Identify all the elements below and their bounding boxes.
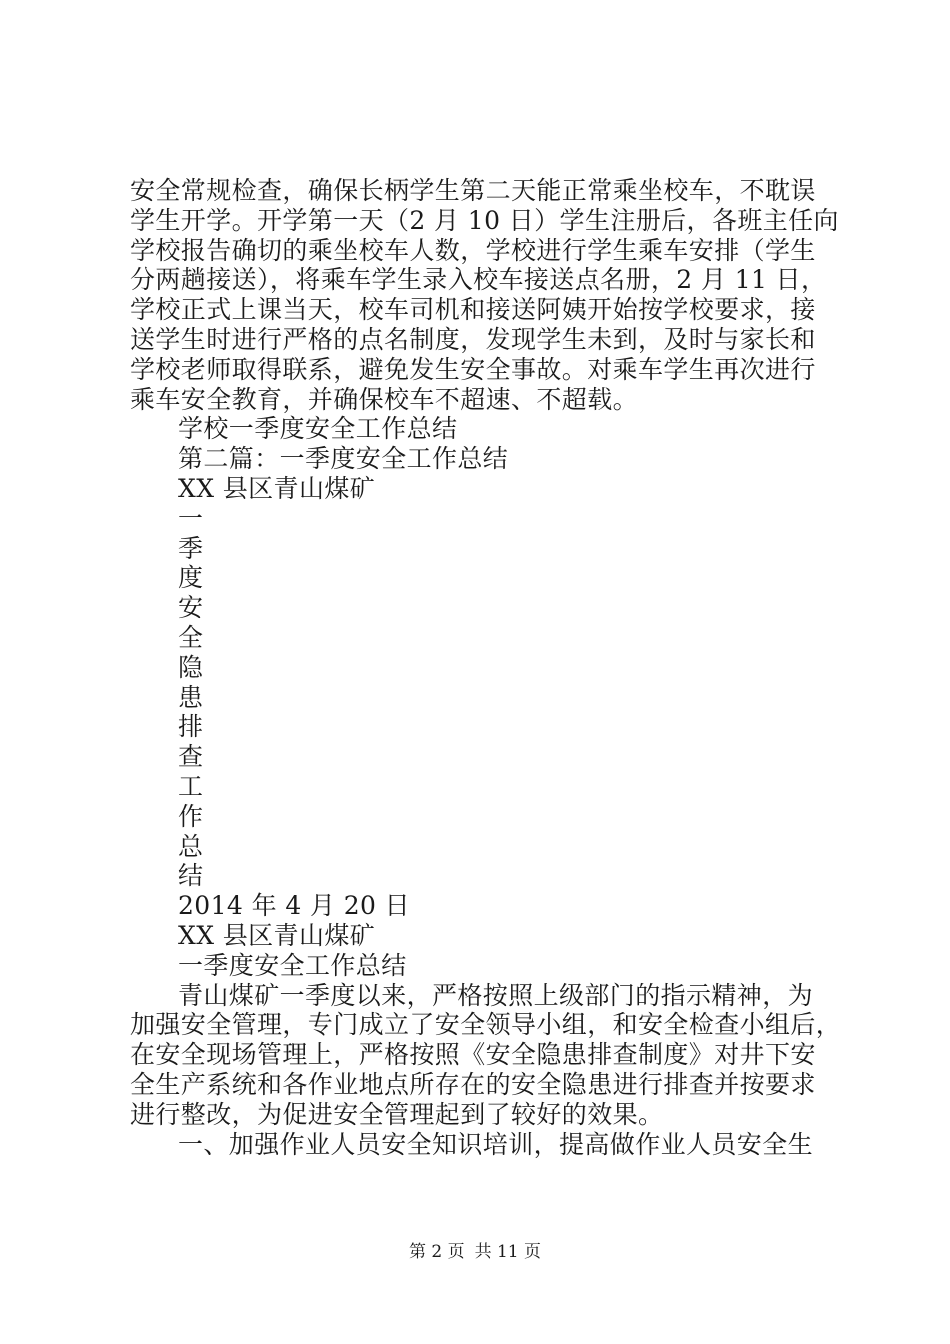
vertical-char: 度 xyxy=(178,563,204,593)
page-total: 共 11 页 xyxy=(474,1242,542,1262)
paragraph-school-bus xyxy=(130,176,839,414)
vertical-char: 排 xyxy=(178,712,204,742)
vertical-char: 季 xyxy=(178,533,204,563)
text-line: 送学生时进行严格的点名制度，发现学生未到，及时与家长和 xyxy=(130,324,816,354)
vertical-char: 作 xyxy=(178,801,204,831)
vertical-char: 全 xyxy=(178,622,204,652)
text-line: 学校正式上课当天，校车司机和接送阿姨开始按学校要求，接 xyxy=(130,295,816,325)
vertical-char: 结 xyxy=(178,861,204,891)
text-line: 加强安全管理，专门成立了安全领导小组，和安全检查小组后， xyxy=(130,1010,842,1040)
vertical-char: 查 xyxy=(178,742,204,772)
vertical-char: 患 xyxy=(178,682,204,712)
vertical-char: 工 xyxy=(178,771,204,801)
text-line: 青山煤矿一季度以来，严格按照上级部门的指示精神，为 xyxy=(178,980,814,1010)
organization-name: XX 县区青山煤矿 xyxy=(178,920,376,950)
chapter-title: 第二篇：一季度安全工作总结 xyxy=(178,444,509,474)
vertical-char: 隐 xyxy=(178,652,204,682)
text-line: 进行整改，为促进安全管理起到了较好的效果。 xyxy=(130,1099,664,1129)
page-number: 第 2 页 xyxy=(408,1242,465,1262)
text-line: 学校老师取得联系，避免发生安全事故。对乘车学生再次进行 xyxy=(130,354,816,384)
text-line: 乘车安全教育，并确保校车不超速、不超载。 xyxy=(130,384,639,414)
text-line: 安全常规检查，确保长柄学生第二天能正常乘坐校车，不耽误 xyxy=(130,176,816,205)
section-title: 学校一季度安全工作总结 xyxy=(178,414,458,444)
vertical-char: 安 xyxy=(178,593,204,623)
page-footer xyxy=(0,1242,950,1262)
vertical-char: 总 xyxy=(178,831,204,861)
section-heading: 一、加强作业人员安全知识培训，提高做作业人员安全生 xyxy=(178,1129,814,1159)
paragraph-intro xyxy=(130,980,842,1130)
organization-name: XX 县区青山煤矿 xyxy=(178,473,376,503)
text-line: 在安全现场管理上，严格按照《安全隐患排查制度》对井下安 xyxy=(130,1040,816,1070)
report-date: 2014 年 4 月 20 日 xyxy=(178,891,411,921)
text-line: 分两趟接送），将乘车学生录入校车接送点名册，2 月 11 日， xyxy=(130,265,827,295)
vertical-report-title xyxy=(130,504,830,891)
document-body xyxy=(130,176,842,1159)
text-line: 全生产系统和各作业地点所存在的安全隐患进行排查并按要求 xyxy=(130,1069,816,1099)
vertical-char: 一 xyxy=(178,503,204,533)
text-line: 学校报告确切的乘坐校车人数，学校进行学生乘车安排（学生 xyxy=(130,235,816,265)
text-line: 学生开学。开学第一天（2 月 10 日）学生注册后，各班主任向 xyxy=(130,205,839,235)
report-title: 一季度安全工作总结 xyxy=(178,950,407,980)
